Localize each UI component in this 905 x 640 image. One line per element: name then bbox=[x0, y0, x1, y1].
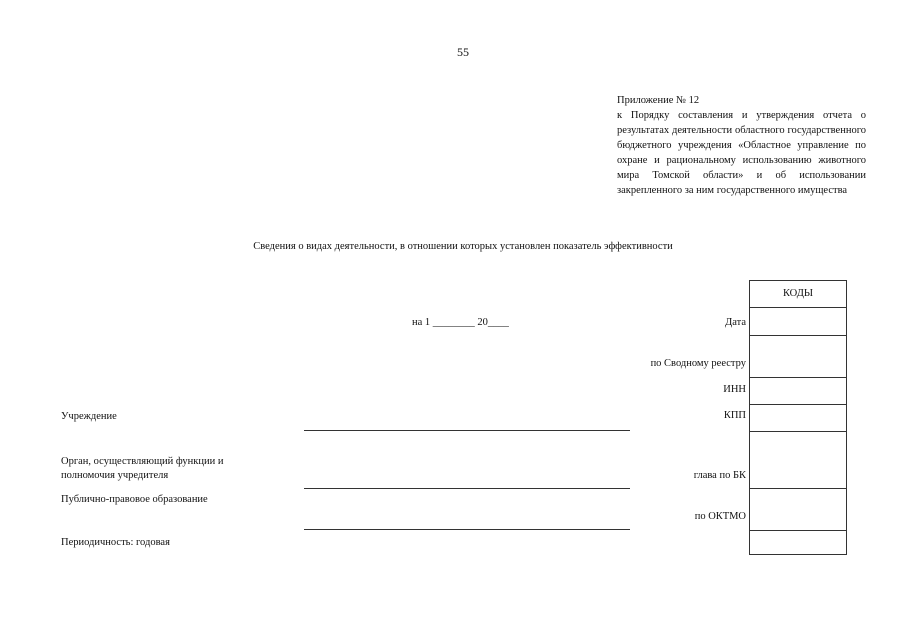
code-cell-date bbox=[750, 308, 846, 336]
public-entity-label: Публично-правовое образование bbox=[61, 494, 208, 505]
founder-label-line2: полномочия учредителя bbox=[61, 470, 169, 481]
institution-fill-line bbox=[304, 430, 630, 431]
codes-table bbox=[749, 280, 847, 555]
registry-label: по Сводному реестру bbox=[650, 358, 746, 369]
appendix-text: к Порядку составления и утверждения отчета о результатах деятельности областного государственного бюджетного учреждения «Областное управление по охране и рациональному использованию животного мира Томской области» и об использовании закрепленного за ним государственного имущества bbox=[617, 110, 866, 196]
code-cell-bk bbox=[750, 432, 846, 489]
periodicity-label: Периодичность: годовая bbox=[61, 537, 170, 548]
bk-label: глава по БК bbox=[693, 470, 746, 481]
code-cell-registry bbox=[750, 336, 846, 378]
date-label: Дата bbox=[725, 317, 746, 328]
code-cell-kpp bbox=[750, 405, 846, 432]
code-cell-periodicity bbox=[750, 531, 846, 554]
appendix-title: Приложение № 12 bbox=[617, 95, 700, 106]
inn-label: ИНН bbox=[723, 384, 746, 395]
public-entity-fill-line bbox=[304, 529, 630, 530]
kpp-label: КПП bbox=[723, 410, 746, 421]
appendix-note bbox=[617, 93, 866, 198]
report-date-line: на 1 ________ 20____ bbox=[412, 317, 509, 328]
document-title: Сведения о видах деятельности, в отношении которых установлен показатель эффективности bbox=[253, 241, 673, 252]
page-number: 55 bbox=[457, 45, 469, 59]
oktmo-label: по ОКТМО bbox=[694, 511, 746, 522]
code-cell-inn bbox=[750, 378, 846, 405]
founder-label-line1: Орган, осуществляющий функции и bbox=[61, 456, 224, 467]
founder-fill-line bbox=[304, 488, 630, 489]
codes-header: КОДЫ bbox=[750, 281, 846, 308]
institution-label: Учреждение bbox=[61, 411, 117, 422]
code-cell-oktmo bbox=[750, 489, 846, 531]
